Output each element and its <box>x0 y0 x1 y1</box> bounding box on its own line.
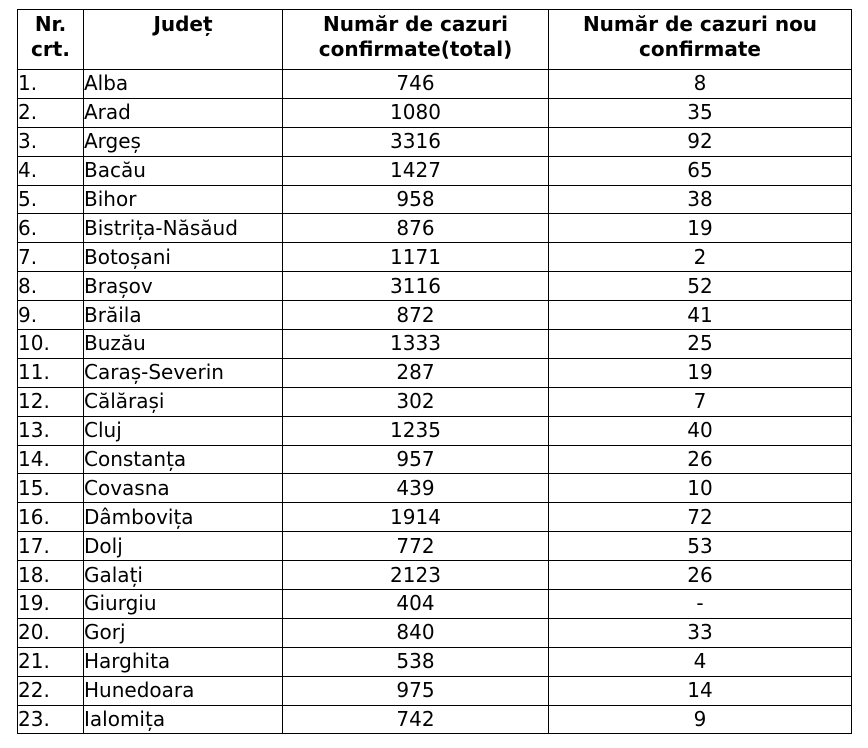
row-total-cases-cell: 302 <box>283 387 549 416</box>
table-row <box>18 532 852 561</box>
table-row <box>18 330 852 359</box>
table-row <box>18 70 852 99</box>
row-total-cases-cell: 872 <box>283 301 549 330</box>
row-nr-cell: 20. <box>18 618 84 647</box>
cases-by-county-table <box>17 9 852 734</box>
table-row <box>18 358 852 387</box>
row-new-cases-cell: 72 <box>549 503 852 532</box>
row-county-cell: Hunedoara <box>84 676 283 705</box>
row-nr-cell: 18. <box>18 561 84 590</box>
row-nr-cell: 15. <box>18 474 84 503</box>
row-nr-cell: 2. <box>18 98 84 127</box>
row-nr-cell: 23. <box>18 705 84 734</box>
table-row <box>18 676 852 705</box>
row-nr-cell: 7. <box>18 243 84 272</box>
row-nr-cell: 14. <box>18 445 84 474</box>
header-total-line-2: confirmate(total) <box>318 37 513 61</box>
row-new-cases-cell: 8 <box>549 70 852 99</box>
table-row <box>18 590 852 619</box>
row-county-cell: Arad <box>84 98 283 127</box>
row-new-cases-cell: 2 <box>549 243 852 272</box>
header-nr-crt <box>18 10 84 70</box>
row-total-cases-cell: 1171 <box>283 243 549 272</box>
table-row <box>18 127 852 156</box>
row-total-cases-cell: 742 <box>283 705 549 734</box>
row-new-cases-cell: 92 <box>549 127 852 156</box>
table-row <box>18 98 852 127</box>
row-nr-cell: 22. <box>18 676 84 705</box>
row-total-cases-cell: 958 <box>283 185 549 214</box>
table-row <box>18 474 852 503</box>
header-new-line-1: Număr de cazuri nou <box>582 12 818 36</box>
row-total-cases-cell: 1333 <box>283 330 549 359</box>
row-new-cases-cell: 35 <box>549 98 852 127</box>
row-nr-cell: 10. <box>18 330 84 359</box>
row-county-cell: Brăila <box>84 301 283 330</box>
row-county-cell: Giurgiu <box>84 590 283 619</box>
row-total-cases-cell: 287 <box>283 358 549 387</box>
row-nr-cell: 21. <box>18 647 84 676</box>
row-nr-cell: 5. <box>18 185 84 214</box>
row-new-cases-cell: 25 <box>549 330 852 359</box>
row-new-cases-cell: 26 <box>549 561 852 590</box>
row-total-cases-cell: 2123 <box>283 561 549 590</box>
row-county-cell: Bacău <box>84 156 283 185</box>
row-county-cell: Botoșani <box>84 243 283 272</box>
row-county-cell: Dolj <box>84 532 283 561</box>
row-new-cases-cell: 4 <box>549 647 852 676</box>
row-new-cases-cell: 33 <box>549 618 852 647</box>
row-total-cases-cell: 1080 <box>283 98 549 127</box>
row-nr-cell: 11. <box>18 358 84 387</box>
row-county-cell: Constanța <box>84 445 283 474</box>
row-total-cases-cell: 3116 <box>283 272 549 301</box>
table-row <box>18 243 852 272</box>
row-county-cell: Gorj <box>84 618 283 647</box>
row-new-cases-cell: 26 <box>549 445 852 474</box>
row-new-cases-cell: 14 <box>549 676 852 705</box>
header-total-cases <box>283 10 549 70</box>
row-nr-cell: 12. <box>18 387 84 416</box>
row-county-cell: Covasna <box>84 474 283 503</box>
row-county-cell: Buzău <box>84 330 283 359</box>
table-row <box>18 185 852 214</box>
row-total-cases-cell: 1427 <box>283 156 549 185</box>
row-new-cases-cell: 10 <box>549 474 852 503</box>
row-total-cases-cell: 1914 <box>283 503 549 532</box>
row-new-cases-cell: 65 <box>549 156 852 185</box>
table-row <box>18 503 852 532</box>
row-total-cases-cell: 772 <box>283 532 549 561</box>
row-nr-cell: 4. <box>18 156 84 185</box>
table-row <box>18 647 852 676</box>
row-total-cases-cell: 876 <box>283 214 549 243</box>
row-total-cases-cell: 3316 <box>283 127 549 156</box>
row-nr-cell: 9. <box>18 301 84 330</box>
row-total-cases-cell: 957 <box>283 445 549 474</box>
header-judet <box>84 10 283 70</box>
header-nr-line-2: crt. <box>31 37 70 61</box>
row-nr-cell: 3. <box>18 127 84 156</box>
table-row <box>18 445 852 474</box>
row-total-cases-cell: 538 <box>283 647 549 676</box>
row-total-cases-cell: 840 <box>283 618 549 647</box>
row-nr-cell: 17. <box>18 532 84 561</box>
table-row <box>18 416 852 445</box>
table-row <box>18 387 852 416</box>
table-row <box>18 214 852 243</box>
row-new-cases-cell: 19 <box>549 358 852 387</box>
row-county-cell: Argeș <box>84 127 283 156</box>
row-new-cases-cell: - <box>549 590 852 619</box>
row-nr-cell: 8. <box>18 272 84 301</box>
header-new-line-2: confirmate <box>639 37 761 61</box>
row-nr-cell: 16. <box>18 503 84 532</box>
row-county-cell: Galați <box>84 561 283 590</box>
row-total-cases-cell: 1235 <box>283 416 549 445</box>
row-new-cases-cell: 7 <box>549 387 852 416</box>
row-county-cell: Călărași <box>84 387 283 416</box>
table-header-row <box>18 10 852 70</box>
row-new-cases-cell: 9 <box>549 705 852 734</box>
row-county-cell: Ialomița <box>84 705 283 734</box>
table-row <box>18 561 852 590</box>
table-row <box>18 156 852 185</box>
row-new-cases-cell: 38 <box>549 185 852 214</box>
row-county-cell: Dâmbovița <box>84 503 283 532</box>
row-nr-cell: 1. <box>18 70 84 99</box>
table-row <box>18 301 852 330</box>
row-total-cases-cell: 746 <box>283 70 549 99</box>
row-total-cases-cell: 439 <box>283 474 549 503</box>
row-county-cell: Cluj <box>84 416 283 445</box>
row-new-cases-cell: 40 <box>549 416 852 445</box>
table-row <box>18 272 852 301</box>
header-new-cases <box>549 10 852 70</box>
row-new-cases-cell: 52 <box>549 272 852 301</box>
row-county-cell: Bistrița-Năsăud <box>84 214 283 243</box>
row-county-cell: Harghita <box>84 647 283 676</box>
row-county-cell: Alba <box>84 70 283 99</box>
row-nr-cell: 13. <box>18 416 84 445</box>
row-new-cases-cell: 19 <box>549 214 852 243</box>
row-total-cases-cell: 404 <box>283 590 549 619</box>
row-county-cell: Caraș-Severin <box>84 358 283 387</box>
row-new-cases-cell: 41 <box>549 301 852 330</box>
header-nr-line-1: Nr. <box>34 12 67 36</box>
cases-table-container <box>17 9 852 734</box>
table-row <box>18 618 852 647</box>
row-county-cell: Bihor <box>84 185 283 214</box>
row-total-cases-cell: 975 <box>283 676 549 705</box>
row-nr-cell: 19. <box>18 590 84 619</box>
header-judet-label: Județ <box>153 12 213 36</box>
row-county-cell: Brașov <box>84 272 283 301</box>
row-new-cases-cell: 53 <box>549 532 852 561</box>
table-row <box>18 705 852 734</box>
row-nr-cell: 6. <box>18 214 84 243</box>
header-total-line-1: Număr de cazuri <box>323 12 508 36</box>
